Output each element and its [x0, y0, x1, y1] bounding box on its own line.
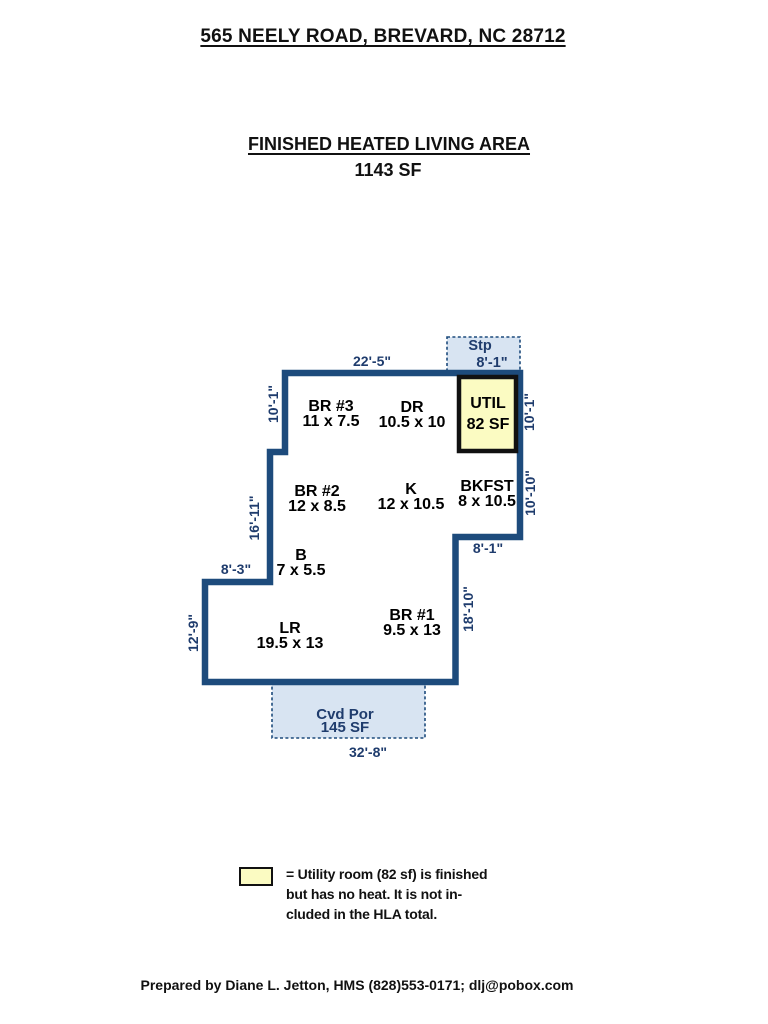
- room-label-br3: BR #3 11 x 7.5: [302, 398, 360, 430]
- dim-top: 22'-5": [353, 353, 391, 369]
- utility-sf: 82 SF: [466, 416, 510, 433]
- dim-left-upper: 10'-1": [265, 385, 281, 423]
- dim-util-right: 10'-1": [521, 393, 537, 431]
- legend-line-2: but has no heat. It is not in-: [286, 886, 462, 902]
- dim-left-notch: 8'-3": [220, 561, 252, 577]
- room-label-bath: B 7 x 5.5: [276, 547, 326, 579]
- porch-label: [316, 708, 374, 734]
- stoop-dimension: 8'-1": [476, 355, 508, 371]
- room-label-bkfst: BKFST 8 x 10.5: [458, 478, 516, 510]
- dim-left-middle: 16'-11": [246, 495, 262, 541]
- hla-total-sf: 1143 SF: [354, 160, 422, 180]
- porch-sf: 145 SF: [320, 719, 370, 736]
- legend-text: [286, 864, 487, 924]
- room-label-kitchen: K 12 x 10.5: [377, 481, 445, 513]
- dim-right-notch: 8'-1": [472, 540, 504, 556]
- legend-line-3: cluded in the HLA total.: [286, 906, 438, 922]
- dim-right-lower: 18'-10": [460, 586, 476, 632]
- utility-room-label: [467, 393, 510, 435]
- hla-heading: FINISHED HEATED LIVING AREA: [247, 134, 531, 154]
- room-label-dr: DR 10.5 x 10: [378, 399, 446, 431]
- dim-bottom: 32'-8": [349, 744, 387, 760]
- footer-credit: Prepared by Diane L. Jetton, HMS (828)553-0171; dlj@pobox.com: [140, 977, 574, 993]
- utility-name: UTIL: [470, 395, 506, 412]
- room-label-br2: BR #2 12 x 8.5: [288, 483, 346, 515]
- room-label-br1: BR #1 9.5 x 13: [383, 607, 441, 639]
- dim-left-lower: 12'-9": [185, 614, 201, 652]
- room-label-lr: LR 19.5 x 13: [256, 620, 324, 652]
- porch-name: Cvd Por: [316, 706, 374, 723]
- dim-right-upper: 10'-10": [522, 470, 538, 516]
- stoop-label: Stp: [468, 338, 492, 354]
- legend-utility-swatch: [239, 867, 273, 886]
- page-title: 565 NEELY ROAD, BREVARD, NC 28712: [200, 26, 566, 47]
- legend-line-1: = Utility room (82 sf) is finished: [286, 866, 488, 882]
